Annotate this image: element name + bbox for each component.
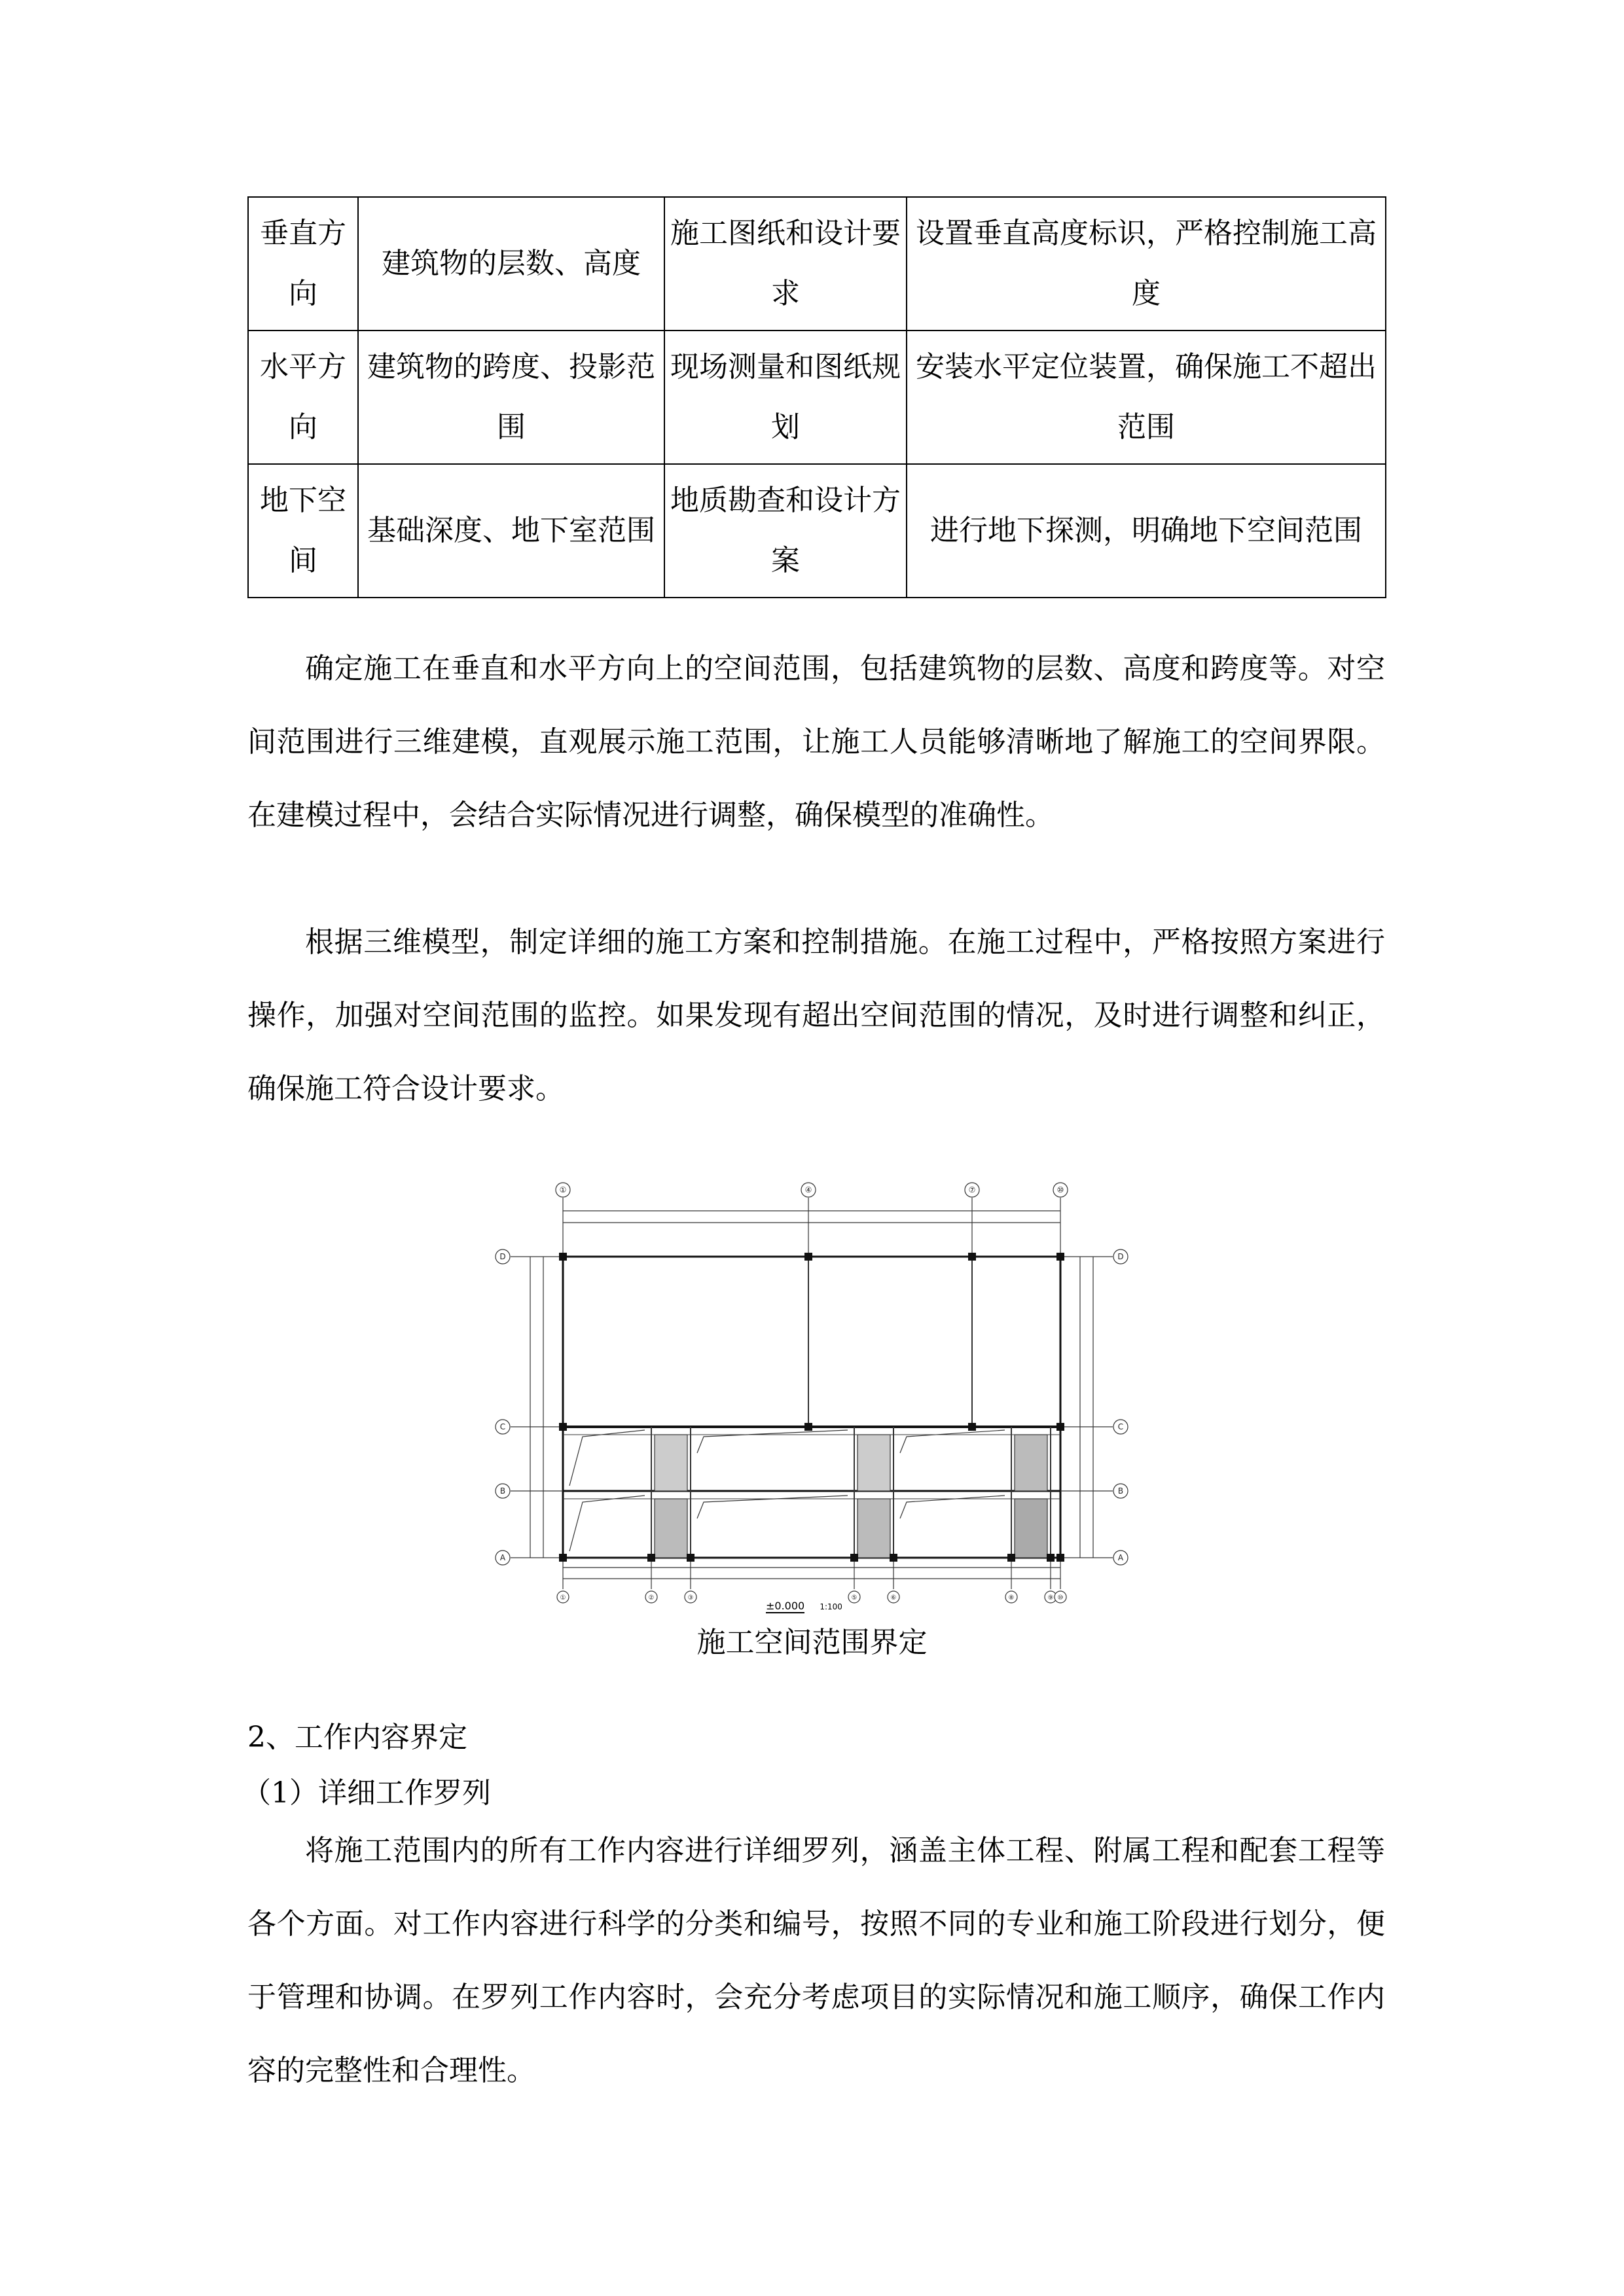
axis-label: ⑥ xyxy=(890,1594,897,1602)
axis-label: C xyxy=(499,1422,506,1431)
table-cell: 基础深度、地下室范围 xyxy=(358,464,664,598)
axis-label: ⑦ xyxy=(968,1185,976,1194)
table-cell: 现场测量和图纸规划 xyxy=(664,331,907,464)
table-cell: 进行地下探测，明确地下空间范围 xyxy=(907,464,1386,598)
axis-label: ① xyxy=(559,1185,567,1194)
table-cell: 建筑物的跨度、投影范围 xyxy=(358,331,664,464)
axis-label: B xyxy=(1117,1486,1124,1496)
scale-ratio: 1:100 xyxy=(820,1602,842,1611)
subsection-heading: （1）详细工作罗列 xyxy=(242,1776,491,1810)
axis-label: A xyxy=(499,1553,506,1562)
table-row xyxy=(248,331,1386,464)
table-cell: 施工图纸和设计要求 xyxy=(664,197,907,331)
table-cell: 建筑物的层数、高度 xyxy=(358,197,664,331)
table-cell: 地下空间 xyxy=(248,464,358,598)
axis-label: ⑩ xyxy=(1057,1594,1064,1602)
table-cell: 设置垂直高度标识，严格控制施工高度 xyxy=(907,197,1386,331)
axis-label: ① xyxy=(560,1594,566,1602)
axis-label: ⑩ xyxy=(1056,1185,1064,1194)
axis-label: ② xyxy=(648,1594,655,1602)
paragraph-spatial-scope: 确定施工在垂直和水平方向上的空间范围，包括建筑物的层数、高度和跨度等。对空间范围进行三维建模，直观展示施工范围，让施工人员能够清晰地了解施工的空间界限。在建模过程中，会结合实际情况进行调整，确保模型的准确性。 xyxy=(247,652,1385,832)
axis-label: C xyxy=(1117,1422,1124,1431)
table-cell: 地质勘查和设计方案 xyxy=(664,464,907,598)
axis-label: ③ xyxy=(687,1594,694,1602)
axis-label: ⑤ xyxy=(851,1594,857,1602)
axis-label: ⑨ xyxy=(1047,1594,1054,1602)
axis-label: ④ xyxy=(804,1185,812,1194)
table-row xyxy=(248,464,1386,598)
axis-label: A xyxy=(1117,1553,1124,1562)
axis-label: B xyxy=(499,1486,506,1496)
table-row xyxy=(248,197,1386,331)
elevation-label: ±0.000 xyxy=(766,1600,805,1612)
floor-plan-figure xyxy=(484,1178,1146,1604)
axis-label: D xyxy=(499,1252,506,1261)
figure-caption: 施工空间范围界定 xyxy=(696,1626,928,1659)
table-cell: 安装水平定位装置，确保施工不超出范围 xyxy=(907,331,1386,464)
space-scope-table xyxy=(247,196,1386,598)
scale-annotation xyxy=(766,1600,842,1613)
paragraph-work-list: 将施工范围内的所有工作内容进行详细罗列，涵盖主体工程、附属工程和配套工程等各个方面。对工作内容进行科学的分类和编号，按照不同的专业和施工阶段进行划分，便于管理和协调。在罗列工作内容时，会充分考虑项目的实际情况和施工顺序，确保工作内容的完整性和合理性。 xyxy=(247,1834,1385,2087)
axis-label: ⑧ xyxy=(1008,1594,1015,1602)
paragraph-control-measures: 根据三维模型，制定详细的施工方案和控制措施。在施工过程中，严格按照方案进行操作，加强对空间范围的监控。如果发现有超出空间范围的情况，及时进行调整和纠正，确保施工符合设计要求。 xyxy=(247,925,1385,1105)
table-cell: 垂直方向 xyxy=(248,197,358,331)
axis-label: D xyxy=(1117,1252,1124,1261)
section-heading: 2、工作内容界定 xyxy=(247,1721,467,1754)
table-cell: 水平方向 xyxy=(248,331,358,464)
